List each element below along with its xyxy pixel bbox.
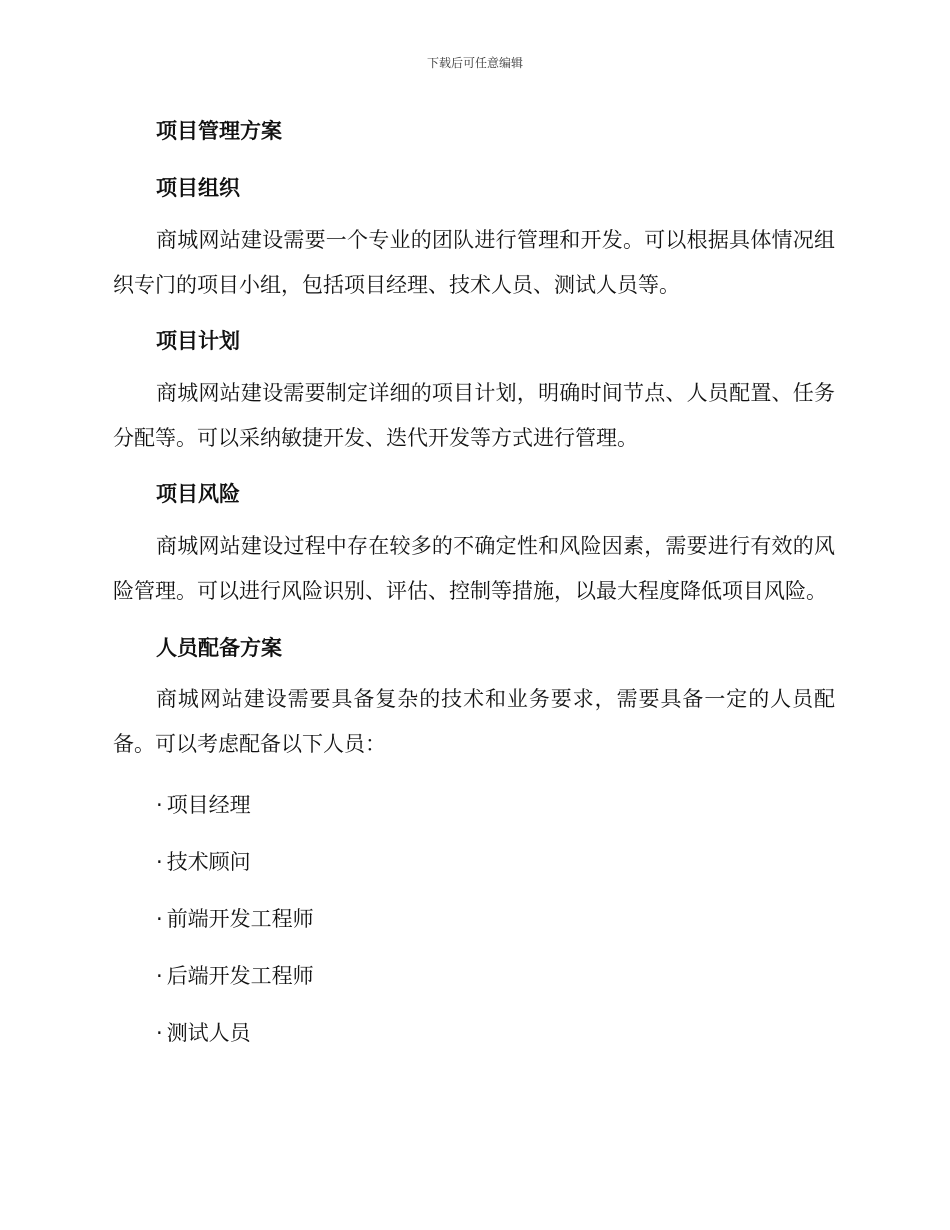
- paragraph-project-risk: 商城网站建设过程中存在较多的不确定性和风险因素，需要进行有效的风险管理。可以进行风险识别、评估、控制等措施，以最大程度降低项目风险。: [113, 534, 835, 603]
- heading-project-organization: 项目组织: [156, 176, 240, 200]
- list-item-label: 技术顾问: [166, 850, 251, 874]
- list-item-label: 后端开发工程师: [166, 964, 314, 988]
- list-item: [113, 847, 835, 877]
- section-title-project-management: 项目管理方案: [156, 119, 282, 143]
- bullet-icon: ·: [156, 1021, 163, 1045]
- list-item: [113, 1018, 835, 1048]
- list-item: [113, 904, 835, 934]
- list-item-label: 测试人员: [166, 1021, 251, 1045]
- bullet-icon: ·: [156, 964, 163, 988]
- page-header-note: 下载后可任意编辑: [426, 56, 523, 70]
- list-item: [113, 961, 835, 991]
- list-item-label: 项目经理: [166, 793, 251, 817]
- list-item-label: 前端开发工程师: [166, 907, 314, 931]
- paragraph-staffing-plan: 商城网站建设需要具备复杂的技术和业务要求，需要具备一定的人员配备。可以考虑配备以下人员：: [113, 687, 835, 756]
- heading-staffing-plan: 人员配备方案: [156, 636, 282, 660]
- paragraph-project-plan: 商城网站建设需要制定详细的项目计划，明确时间节点、人员配置、任务分配等。可以采纳敏捷开发、迭代开发等方式进行管理。: [113, 381, 835, 450]
- heading-project-risk: 项目风险: [156, 482, 240, 506]
- list-item: [113, 790, 835, 820]
- bullet-icon: ·: [156, 850, 163, 874]
- paragraph-project-organization: 商城网站建设需要一个专业的团队进行管理和开发。可以根据具体情况组织专门的项目小组，包括项目经理、技术人员、测试人员等。: [113, 228, 835, 297]
- document-body: [113, 112, 835, 1048]
- heading-project-plan: 项目计划: [156, 329, 240, 353]
- bullet-icon: ·: [156, 793, 163, 817]
- bullet-icon: ·: [156, 907, 163, 931]
